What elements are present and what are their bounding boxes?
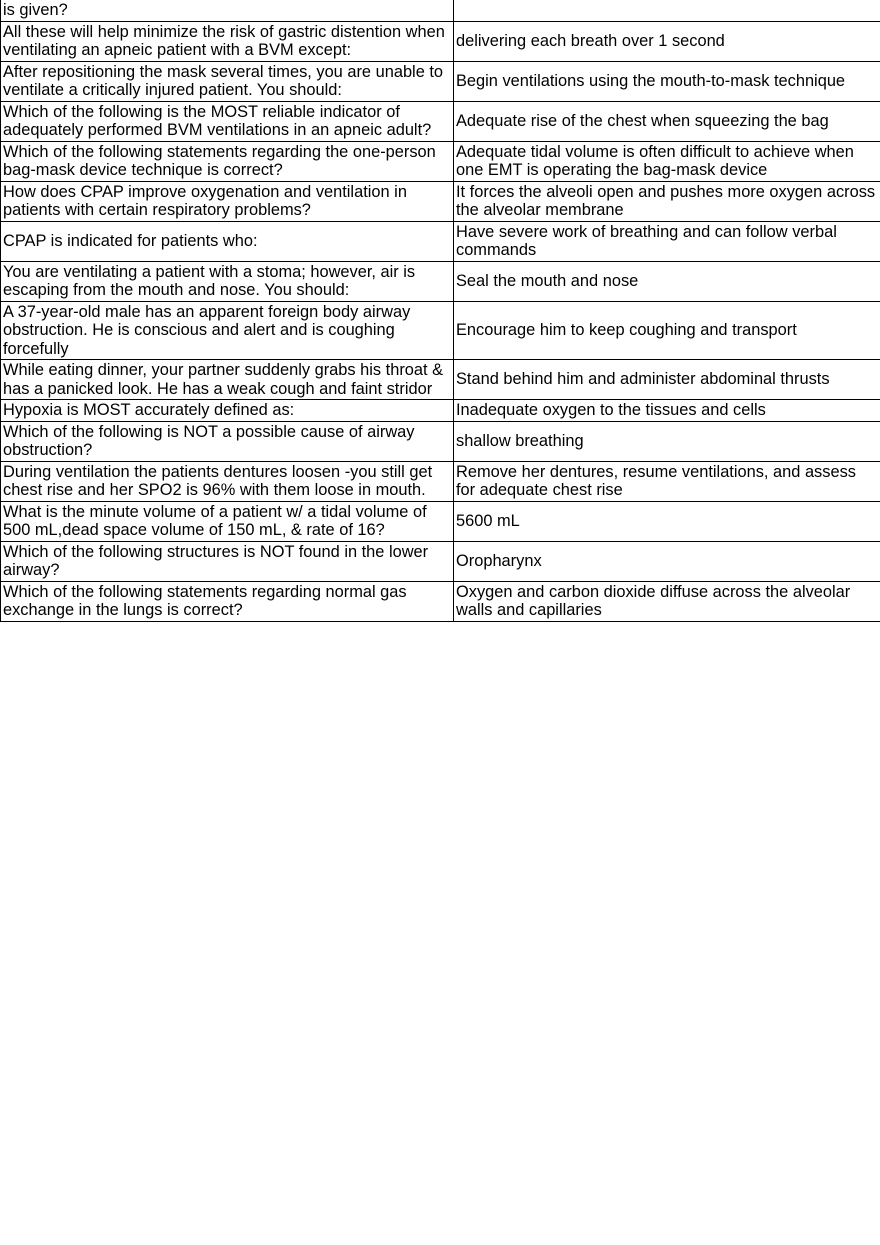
flashcard-table [0,0,880,622]
table-row [1,400,880,422]
question-cell: Which of the following structures is NOT found in the lower airway? [1,541,454,581]
answer-cell: Inadequate oxygen to the tissues and cells [454,400,880,422]
table-row [1,261,880,301]
question-cell: Which of the following is NOT a possible cause of airway obstruction? [1,421,454,461]
question-cell: After repositioning the mask several times, you are unable to ventilate a critically injured patient. You should: [1,61,454,101]
question-cell: Which of the following statements regarding normal gas exchange in the lungs is correct? [1,581,454,621]
answer-cell: Have severe work of breathing and can follow verbal commands [454,221,880,261]
question-cell: Hypoxia is MOST accurately defined as: [1,400,454,422]
flashcard-table-body [1,0,880,621]
table-row [1,61,880,101]
question-cell: How does CPAP improve oxygenation and ventilation in patients with certain respiratory problems? [1,181,454,221]
answer-cell: Seal the mouth and nose [454,261,880,301]
table-row [1,0,880,21]
answer-cell: Adequate tidal volume is often difficult to achieve when one EMT is operating the bag-mask device [454,141,880,181]
table-row [1,181,880,221]
answer-cell: Remove her dentures, resume ventilations, and assess for adequate chest rise [454,461,880,501]
question-cell: You are ventilating a patient with a stoma; however, air is escaping from the mouth and nose. You should: [1,261,454,301]
question-cell: A 37-year-old male has an apparent foreign body airway obstruction. He is conscious and alert and is coughing forcefully [1,301,454,360]
table-row [1,221,880,261]
table-row [1,421,880,461]
table-row [1,461,880,501]
question-cell: CPAP is indicated for patients who: [1,221,454,261]
answer-cell: Stand behind him and administer abdominal thrusts [454,360,880,400]
table-row [1,301,880,360]
answer-cell: Adequate rise of the chest when squeezing the bag [454,101,880,141]
table-row [1,541,880,581]
table-row [1,21,880,61]
answer-cell: Encourage him to keep coughing and transport [454,301,880,360]
answer-cell [454,0,880,21]
question-cell: What is the minute volume of a patient w/ a tidal volume of 500 mL,dead space volume of 150 mL, & rate of 16? [1,501,454,541]
table-row [1,581,880,621]
answer-cell: Oxygen and carbon dioxide diffuse across the alveolar walls and capillaries [454,581,880,621]
answer-cell: 5600 mL [454,501,880,541]
answer-cell: Begin ventilations using the mouth-to-mask technique [454,61,880,101]
table-row [1,501,880,541]
question-cell: is given? [1,0,454,21]
question-cell: While eating dinner, your partner suddenly grabs his throat & has a panicked look. He has a weak cough and faint stridor [1,360,454,400]
question-cell: Which of the following statements regarding the one-person bag-mask device technique is correct? [1,141,454,181]
answer-cell: Oropharynx [454,541,880,581]
question-cell: All these will help minimize the risk of gastric distention when ventilating an apneic patient with a BVM except: [1,21,454,61]
table-row [1,101,880,141]
table-row [1,141,880,181]
question-cell: During ventilation the patients dentures loosen -you still get chest rise and her SPO2 is 96% with them loose in mouth. [1,461,454,501]
answer-cell: shallow breathing [454,421,880,461]
question-cell: Which of the following is the MOST reliable indicator of adequately performed BVM ventilations in an apneic adult? [1,101,454,141]
answer-cell: It forces the alveoli open and pushes more oxygen across the alveolar membrane [454,181,880,221]
table-row [1,360,880,400]
answer-cell: delivering each breath over 1 second [454,21,880,61]
